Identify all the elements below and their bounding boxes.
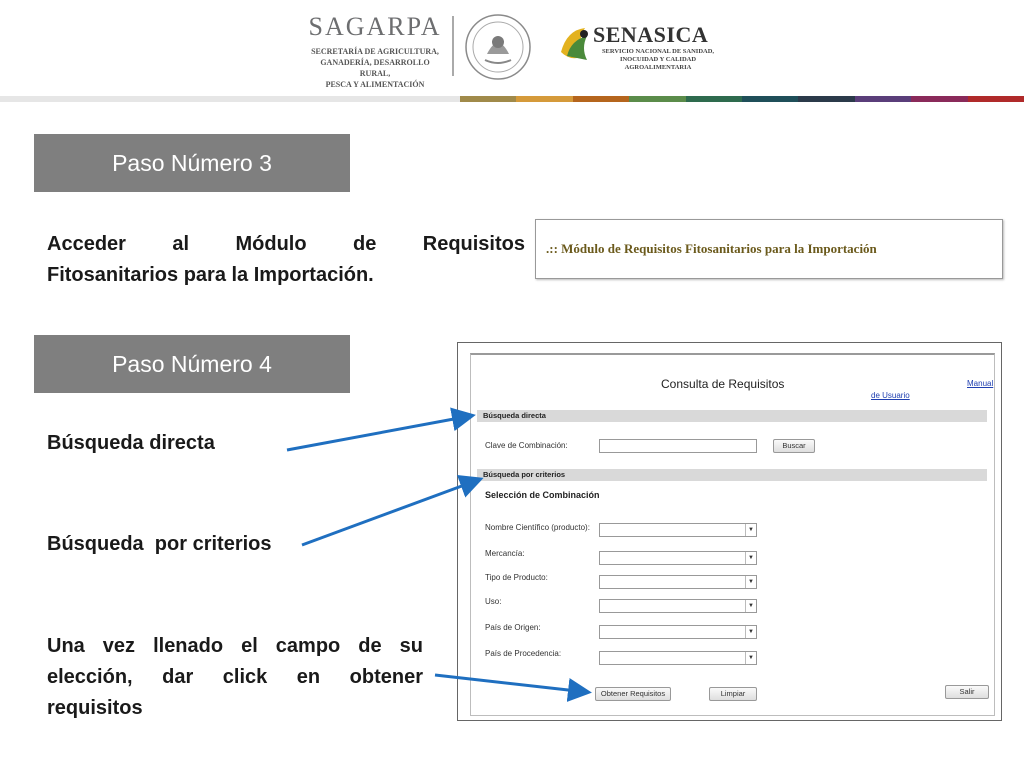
stripe-segment bbox=[855, 96, 912, 102]
chevron-down-icon[interactable]: ▼ bbox=[745, 652, 756, 664]
buscar-button[interactable]: Buscar bbox=[773, 439, 815, 453]
senasica-title: SENASICA bbox=[593, 22, 709, 47]
seleccion-heading: Selección de Combinación bbox=[485, 490, 600, 500]
step3-text-line2: Fitosanitarios para la Importación. bbox=[47, 264, 374, 286]
step4-title-box bbox=[34, 335, 350, 393]
manual-link-user[interactable]: de Usuario bbox=[871, 391, 910, 400]
chevron-down-icon[interactable]: ▼ bbox=[745, 576, 756, 588]
stripe-segment bbox=[629, 96, 686, 102]
header-divider bbox=[452, 16, 454, 76]
stripe-segment bbox=[516, 96, 573, 102]
field-label-pais-procedencia: País de Procedencia: bbox=[485, 649, 562, 658]
field-label-mercancia: Mercancía: bbox=[485, 549, 525, 558]
field-label-uso: Uso: bbox=[485, 597, 502, 606]
arrow-to-busqueda-criterios bbox=[302, 480, 478, 545]
chevron-down-icon[interactable]: ▼ bbox=[745, 600, 756, 612]
stripe-segment bbox=[742, 96, 799, 102]
module-banner[interactable] bbox=[535, 219, 1003, 279]
stripe-segment bbox=[911, 96, 968, 102]
sagarpa-title: SAGARPA bbox=[308, 12, 442, 41]
clave-input[interactable] bbox=[599, 439, 757, 453]
sagarpa-subtitle: SECRETARÍA DE AGRICULTURA, GANADERÍA, DESARROLLO RURAL, PESCA Y ALIMENTACIÓN bbox=[311, 47, 439, 89]
label-busqueda-directa: Búsqueda directa bbox=[47, 432, 215, 454]
limpiar-button[interactable]: Limpiar bbox=[709, 687, 757, 701]
instruction-line2: elección, dar click en obtener bbox=[47, 666, 423, 688]
field-label-nombre: Nombre Científico (producto): bbox=[485, 523, 590, 532]
field-label-tipo: Tipo de Producto: bbox=[485, 573, 548, 582]
chevron-down-icon[interactable]: ▼ bbox=[745, 524, 756, 536]
select-pais-procedencia[interactable] bbox=[599, 651, 757, 665]
stripe-segment bbox=[686, 96, 743, 102]
stripe-segment bbox=[460, 96, 517, 102]
label-busqueda-criterios: Búsqueda por criterios bbox=[47, 533, 272, 555]
select-mercancia[interactable] bbox=[599, 551, 757, 565]
select-uso[interactable] bbox=[599, 599, 757, 613]
step3-title: Paso Número 3 bbox=[112, 149, 272, 176]
select-nombre-cientifico[interactable] bbox=[599, 523, 757, 537]
stripe-segment bbox=[968, 96, 1024, 102]
select-pais-origen[interactable] bbox=[599, 625, 757, 639]
chevron-down-icon[interactable]: ▼ bbox=[745, 552, 756, 564]
senasica-logo bbox=[557, 18, 727, 78]
clave-label: Clave de Combinación: bbox=[485, 441, 568, 450]
chevron-down-icon[interactable]: ▼ bbox=[745, 626, 756, 638]
senasica-subtitle: SERVICIO NACIONAL DE SANIDAD, INOCUIDAD Y CALIDAD AGROALIMENTARIA bbox=[601, 48, 715, 71]
step3-title-box bbox=[34, 134, 350, 192]
stripe-segment bbox=[798, 96, 855, 102]
senasica-emblem-icon bbox=[557, 22, 593, 66]
consulta-title: Consulta de Requisitos bbox=[661, 377, 785, 391]
instruction-line1: Una vez llenado el campo de su bbox=[47, 635, 423, 657]
module-banner-link[interactable]: .:: Módulo de Requisitos Fitosanitarios para la Importación bbox=[546, 241, 877, 256]
consulta-screenshot bbox=[457, 342, 1002, 721]
instruction-line3: requisitos bbox=[47, 697, 143, 719]
field-label-pais-origen: País de Origen: bbox=[485, 623, 541, 632]
select-tipo-producto[interactable] bbox=[599, 575, 757, 589]
salir-button[interactable]: Salir bbox=[945, 685, 989, 699]
stripe-segment bbox=[573, 96, 630, 102]
step3-text-line1: Acceder al Módulo de Requisitos bbox=[47, 233, 525, 255]
stripe-segment bbox=[0, 96, 460, 102]
sagarpa-logo bbox=[305, 12, 445, 89]
section-busqueda-criterios: Búsqueda por criterios bbox=[477, 469, 987, 481]
section-busqueda-directa: Búsqueda directa bbox=[477, 410, 987, 422]
manual-link[interactable]: Manual bbox=[967, 379, 994, 388]
obtener-requisitos-button[interactable]: Obtener Requisitos bbox=[595, 687, 671, 701]
step4-title: Paso Número 4 bbox=[112, 350, 272, 377]
consulta-form bbox=[470, 353, 995, 716]
arrow-to-busqueda-directa bbox=[287, 416, 470, 450]
mexico-seal-icon bbox=[463, 12, 533, 82]
